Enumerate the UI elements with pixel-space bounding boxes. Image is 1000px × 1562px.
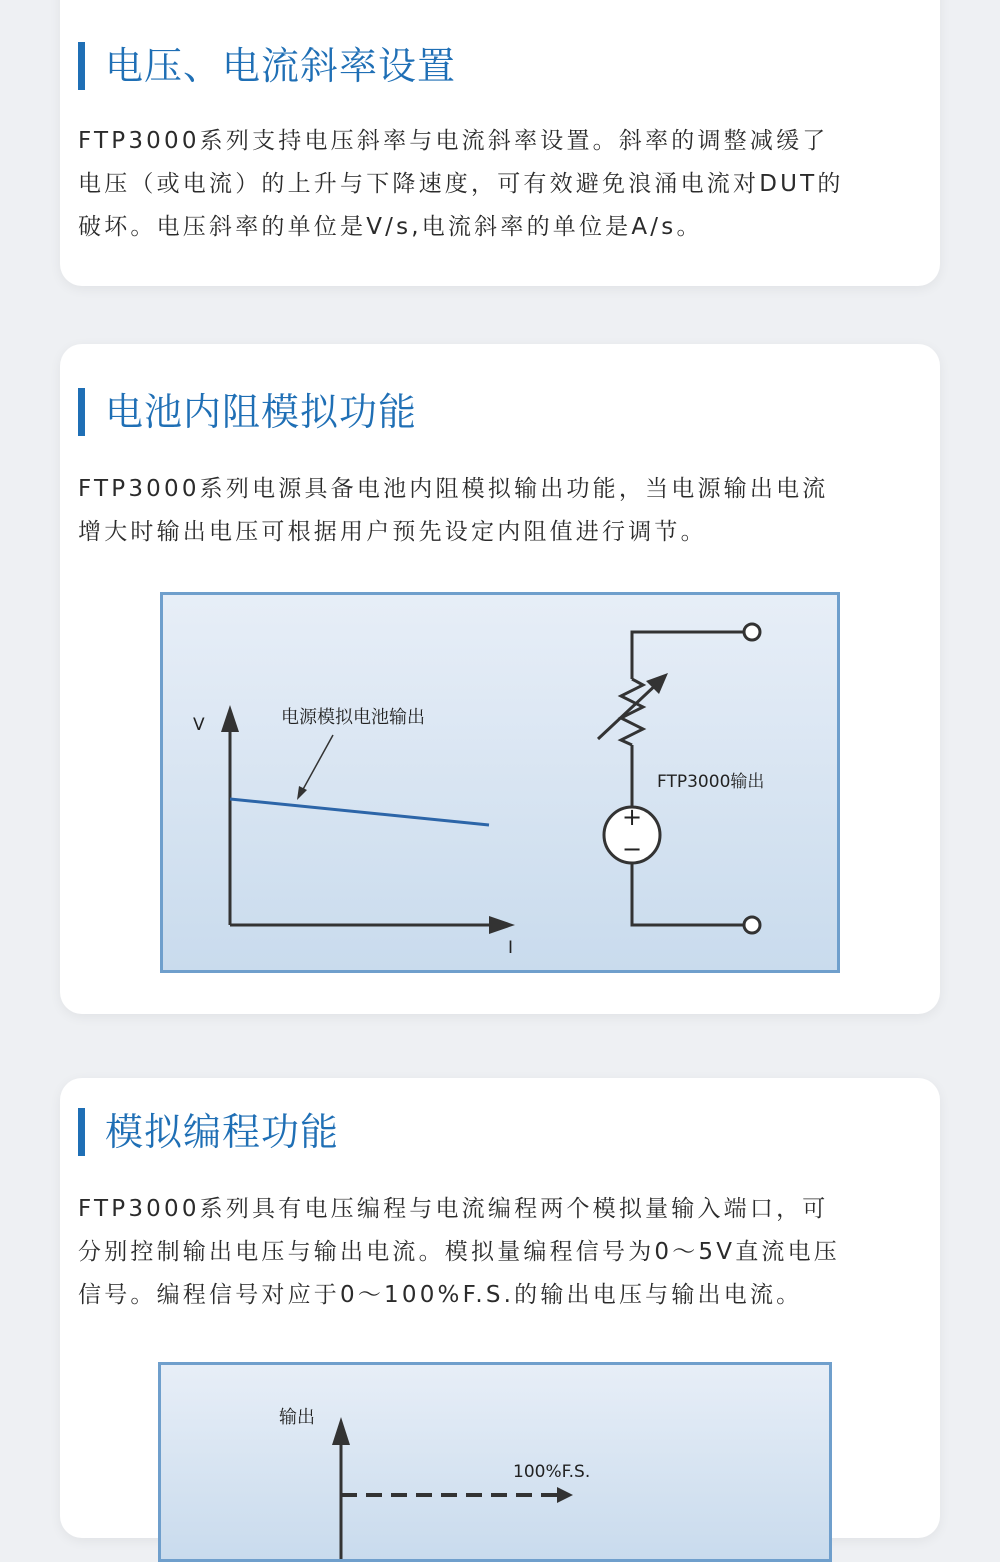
paragraph-line: 增大时输出电压可根据用户预先设定内阻值进行调节。 [78, 519, 707, 545]
curve-pointer-arrowhead [297, 786, 307, 800]
y-axis-label: 输出 [279, 1407, 315, 1428]
full-scale-arrowhead [557, 1487, 573, 1503]
bottom-terminal [744, 917, 760, 933]
top-terminal [744, 624, 760, 640]
battery-simulation-diagram [160, 592, 840, 973]
battery-output-curve [230, 799, 489, 825]
section-card-battery-resistance [60, 344, 940, 1014]
section-card-slope [60, 0, 940, 286]
section-body [78, 1188, 933, 1317]
curve-pointer [301, 735, 333, 793]
paragraph-line: FTP3000系列支持电压斜率与电流斜率设置。斜率的调整减缓了 [78, 128, 829, 154]
variable-resistor-arrow [598, 681, 660, 739]
section-card-analog-programming [60, 1078, 940, 1538]
x-axis-arrow [489, 916, 515, 934]
section-title: 模拟编程功能 [78, 1108, 339, 1156]
paragraph-line: 分别控制输出电压与输出电流。模拟量编程信号为0～5V直流电压 [78, 1239, 841, 1265]
diagram-canvas [163, 595, 837, 970]
section-title: 电压、电流斜率设置 [78, 42, 456, 90]
full-scale-label: 100%F.S. [513, 1462, 591, 1482]
paragraph-line: 信号。编程信号对应于0～100%F.S.的输出电压与输出电流。 [78, 1282, 803, 1308]
minus-sign: − [621, 835, 643, 863]
analog-programming-diagram [158, 1362, 832, 1562]
resistor-zigzag [621, 679, 643, 745]
y-axis-label: V [193, 715, 205, 735]
plus-sign: + [621, 803, 643, 831]
paragraph-line: 电压（或电流）的上升与下降速度，可有效避免浪涌电流对DUT的 [78, 171, 844, 197]
paragraph-line: FTP3000系列电源具备电池内阻模拟输出功能，当电源输出电流 [78, 476, 829, 502]
x-axis-label: I [508, 938, 514, 958]
top-wire [632, 632, 752, 679]
section-body [78, 120, 933, 249]
curve-label: 电源模拟电池输出 [281, 707, 425, 728]
source-label: FTP3000输出 [657, 772, 765, 792]
section-body [78, 468, 933, 554]
y-axis-arrow [332, 1417, 350, 1445]
bottom-wire [632, 863, 752, 925]
y-axis-arrow [221, 705, 239, 732]
section-title: 电池内阻模拟功能 [78, 388, 417, 436]
diagram-canvas [161, 1365, 829, 1559]
paragraph-line: 破坏。电压斜率的单位是V/s,电流斜率的单位是A/s。 [78, 214, 703, 240]
paragraph-line: FTP3000系列具有电压编程与电流编程两个模拟量输入端口，可 [78, 1196, 829, 1222]
